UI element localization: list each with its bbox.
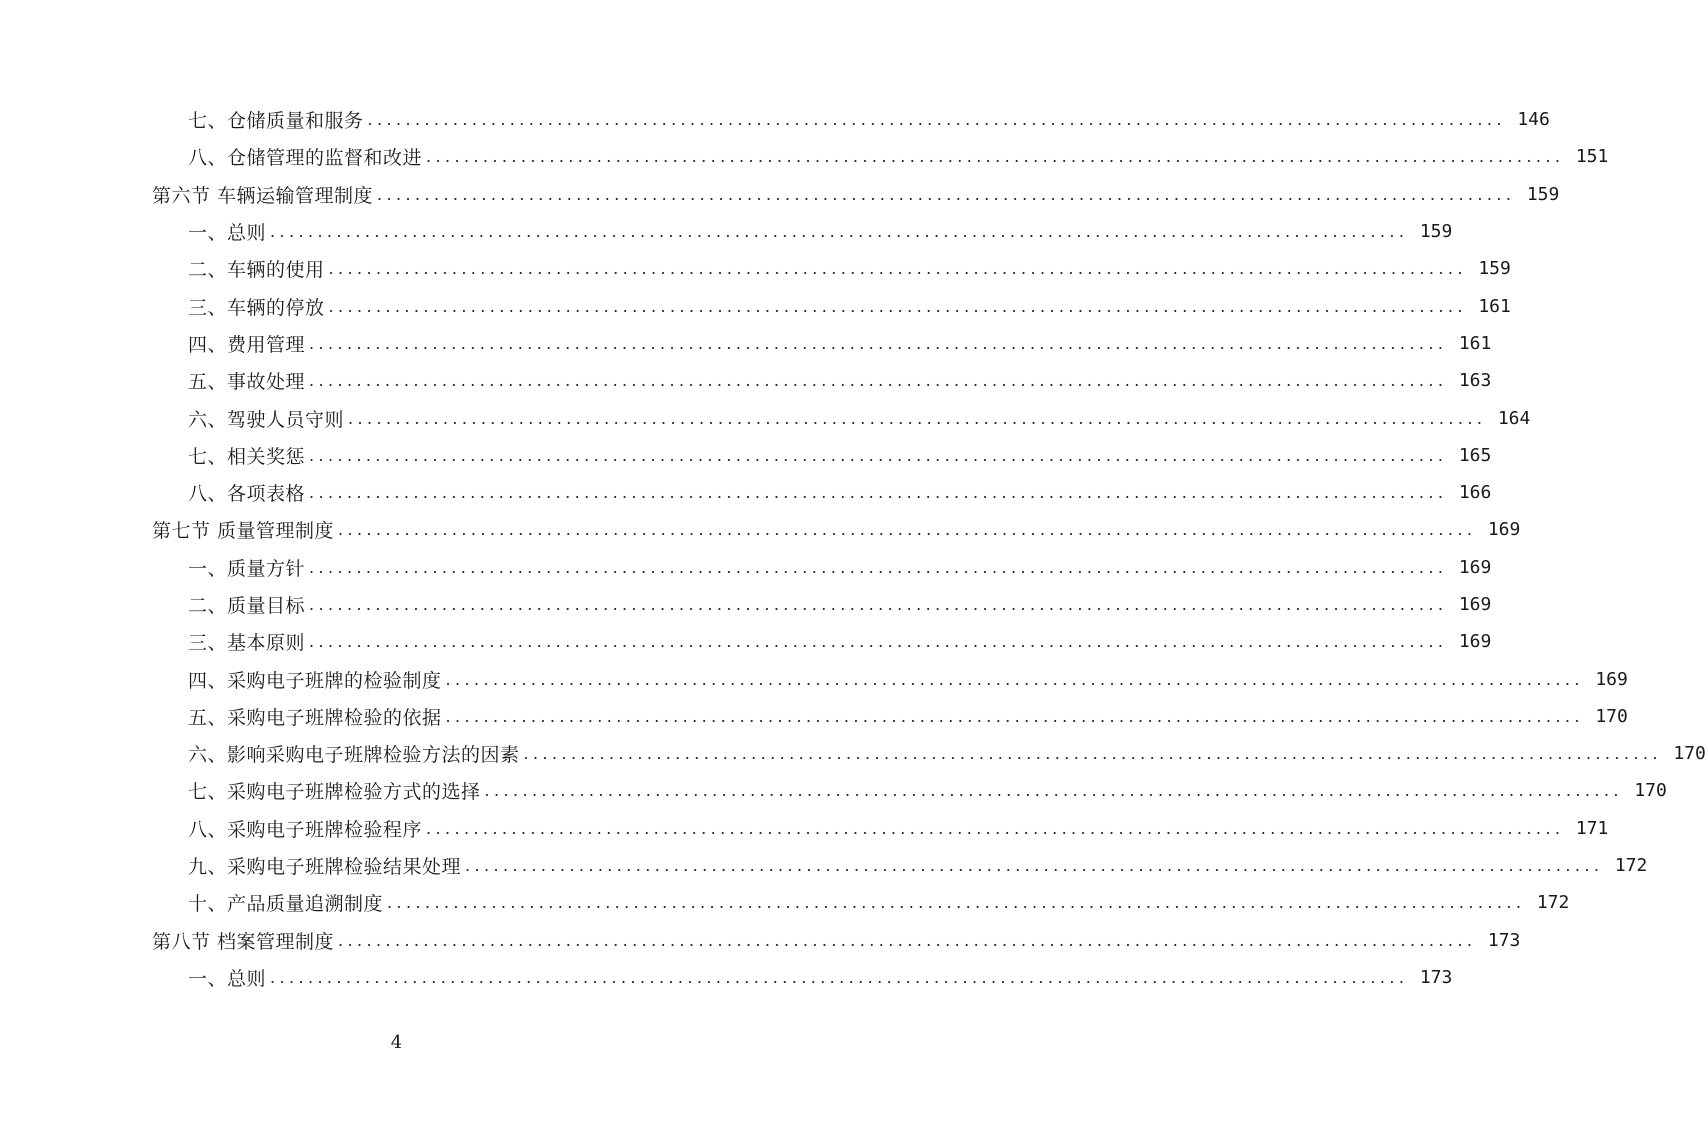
toc-dot-leader: ........................................................................................................................: [309, 333, 1448, 353]
toc-entry-title: 二、车辆的使用: [188, 259, 325, 282]
toc-entry-page: 169: [1458, 631, 1492, 653]
toc-dot-leader: ........................................................................................................................: [309, 371, 1448, 391]
toc-dot-leader: ........................................................................................................................: [426, 818, 1565, 838]
toc-entry-title: 四、费用管理: [188, 333, 306, 356]
toc-item-entry[interactable]: [0, 660, 1628, 697]
toc-item-entry[interactable]: [0, 735, 1706, 772]
toc-dot-leader: ........................................................................................................................: [338, 520, 1477, 540]
toc-entry-title: 三、车辆的停放: [188, 296, 325, 319]
toc-entry-title: 三、基本原则: [188, 632, 306, 655]
toc-entry-page: 146: [1517, 109, 1550, 131]
toc-dot-leader: ........................................................................................................................: [445, 669, 1584, 689]
toc-dot-leader: ........................................................................................................................: [445, 706, 1584, 726]
page-number: 4: [390, 1032, 403, 1053]
toc-entry-page: 161: [1458, 332, 1492, 354]
toc-section-entry[interactable]: [0, 511, 1521, 548]
toc-entry-page: 159: [1419, 221, 1453, 243]
toc-dot-leader: ........................................................................................................................: [309, 632, 1448, 652]
toc-entry-page: 159: [1478, 258, 1511, 280]
toc-entry-title: 六、驾驶人员守则: [188, 408, 345, 431]
toc-entry-page: 171: [1575, 817, 1609, 839]
toc-entry-page: 151: [1575, 146, 1609, 168]
toc-entry-title: 一、质量方针: [188, 557, 306, 580]
toc-item-entry[interactable]: [0, 138, 1609, 175]
toc-entry-page: 169: [1458, 556, 1492, 578]
toc-entry-page: 159: [1526, 183, 1560, 205]
toc-dot-leader: ........................................................................................................................: [426, 147, 1565, 167]
toc-entry-page: 173: [1419, 966, 1453, 988]
toc-entry-title: 八、仓储管理的监督和改进: [188, 147, 423, 170]
toc-entry-page: 169: [1487, 519, 1521, 541]
toc-entry-title: 八、各项表格: [188, 483, 306, 506]
table-of-contents: [0, 101, 1706, 996]
toc-entry-title: 七、相关奖惩: [188, 445, 306, 468]
toc-item-entry[interactable]: [0, 698, 1628, 735]
toc-item-entry[interactable]: [0, 399, 1531, 436]
toc-item-entry[interactable]: [0, 549, 1492, 586]
toc-item-entry[interactable]: [0, 362, 1492, 399]
toc-entry-title: 五、采购电子班牌检验的依据: [188, 706, 442, 729]
toc-dot-leader: ........................................................................................................................: [328, 296, 1467, 316]
toc-section-entry[interactable]: [0, 922, 1521, 959]
toc-entry-page: 173: [1487, 929, 1521, 951]
toc-entry-page: 172: [1536, 892, 1570, 914]
toc-entry-title: 九、采购电子班牌检验结果处理: [188, 856, 462, 879]
toc-dot-leader: ........................................................................................................................: [367, 110, 1506, 130]
toc-entry-title: 四、采购电子班牌的检验制度: [188, 669, 442, 692]
toc-item-entry[interactable]: [0, 325, 1492, 362]
toc-dot-leader: ........................................................................................................................: [270, 222, 1409, 242]
toc-entry-page: 166: [1458, 482, 1492, 504]
toc-item-entry[interactable]: [0, 586, 1492, 623]
toc-item-entry[interactable]: [0, 437, 1492, 474]
toc-dot-leader: ........................................................................................................................: [523, 744, 1662, 764]
toc-entry-page: 165: [1458, 444, 1492, 466]
toc-entry-page: 172: [1614, 855, 1648, 877]
toc-item-entry[interactable]: [0, 884, 1570, 921]
toc-entry-page: 170: [1634, 780, 1667, 802]
toc-entry-page: 169: [1458, 594, 1492, 615]
toc-item-entry[interactable]: [0, 250, 1511, 287]
toc-section-entry[interactable]: [0, 176, 1560, 213]
toc-item-entry[interactable]: [0, 287, 1511, 324]
toc-item-entry[interactable]: [0, 623, 1492, 660]
toc-item-entry[interactable]: [0, 213, 1453, 250]
toc-item-entry[interactable]: [0, 101, 1550, 138]
toc-entry-page: 170: [1595, 705, 1628, 727]
toc-entry-title: 七、采购电子班牌检验方式的选择: [188, 781, 481, 804]
toc-dot-leader: ........................................................................................................................: [328, 259, 1467, 279]
toc-dot-leader: ........................................................................................................................: [348, 408, 1487, 428]
toc-entry-page: 161: [1478, 295, 1511, 317]
toc-item-entry[interactable]: [0, 810, 1609, 847]
toc-item-entry[interactable]: [0, 772, 1667, 809]
toc-entry-title: 八、采购电子班牌检验程序: [188, 818, 423, 841]
toc-entry-page: 163: [1458, 370, 1492, 392]
toc-dot-leader: ........................................................................................................................: [309, 445, 1448, 465]
toc-dot-leader: ........................................................................................................................: [338, 930, 1477, 950]
toc-dot-leader: ........................................................................................................................: [484, 781, 1623, 801]
toc-dot-leader: ........................................................................................................................: [309, 483, 1448, 503]
toc-entry-title: 第七节 质量管理制度: [152, 520, 335, 543]
toc-item-entry[interactable]: [0, 847, 1648, 884]
toc-entry-title: 六、影响采购电子班牌检验方法的因素: [188, 744, 520, 767]
toc-dot-leader: ........................................................................................................................: [309, 595, 1448, 614]
toc-dot-leader: ........................................................................................................................: [465, 856, 1604, 876]
toc-entry-title: 二、质量目标: [188, 595, 306, 617]
toc-dot-leader: ........................................................................................................................: [387, 893, 1526, 913]
toc-entry-title: 一、总则: [188, 967, 267, 990]
toc-entry-page: 170: [1673, 743, 1706, 765]
toc-entry-title: 第八节 档案管理制度: [152, 930, 335, 953]
toc-dot-leader: ........................................................................................................................: [377, 184, 1516, 204]
toc-entry-title: 一、总则: [188, 222, 267, 245]
toc-entry-title: 七、仓储质量和服务: [188, 110, 364, 133]
toc-dot-leader: ........................................................................................................................: [270, 967, 1409, 987]
toc-entry-title: 十、产品质量追溯制度: [188, 893, 384, 916]
toc-entry-page: 164: [1497, 407, 1531, 429]
toc-item-entry[interactable]: [0, 959, 1453, 996]
toc-entry-page: 169: [1595, 668, 1628, 690]
toc-entry-title: 五、事故处理: [188, 371, 306, 394]
toc-dot-leader: ........................................................................................................................: [309, 557, 1448, 577]
toc-entry-title: 第六节 车辆运输管理制度: [152, 184, 374, 207]
toc-item-entry[interactable]: [0, 474, 1492, 511]
